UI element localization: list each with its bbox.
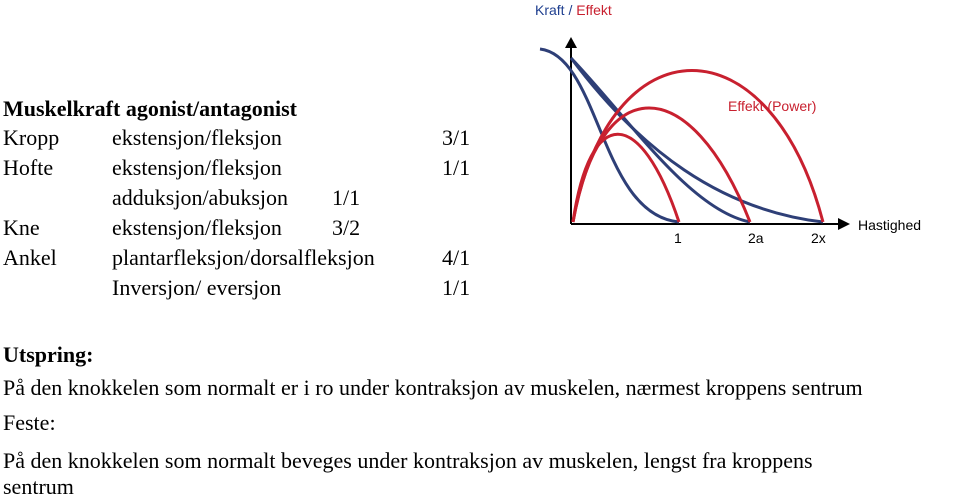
insertion-text-line2: sentrum: [3, 474, 74, 499]
row-movement: ekstensjon/fleksjon: [112, 215, 282, 240]
origin-text: På den knokkelen som normalt er i ro under kontraksjon av muskelen, nærmest kroppens sentrum: [3, 375, 863, 400]
row-ratio: 1/1: [332, 185, 361, 210]
muscle-ratio-heading: Muskelkraft agonist/antagonist: [3, 96, 297, 121]
x-tick-label: 2a: [748, 230, 764, 246]
x-axis-arrow: [838, 218, 850, 230]
graph-title: [535, 2, 612, 18]
row-movement: plantarfleksjon/dorsalfleksjon: [112, 245, 375, 270]
x-tick-label: 2x: [811, 230, 826, 246]
power-curve-2x: [573, 71, 823, 223]
row-joint: Ankel: [3, 245, 57, 270]
x-tick-label: 1: [674, 230, 682, 246]
force-curve-2x: [571, 58, 823, 222]
row-ratio: 1/1: [442, 275, 471, 300]
row-movement: ekstensjon/fleksjon: [112, 125, 282, 150]
power-curve-1: [573, 134, 679, 222]
row-movement: ekstensjon/fleksjon: [112, 155, 282, 180]
insertion-heading: Feste:: [3, 410, 56, 435]
effekt-label: Effekt (Power): [728, 98, 817, 114]
row-ratio: 1/1: [442, 155, 471, 180]
graph-title-separator: /: [564, 2, 577, 18]
row-ratio: 4/1: [442, 245, 471, 270]
graph-title-kraft: Kraft: [535, 2, 565, 18]
row-ratio: 3/1: [442, 125, 471, 150]
graph-title-effekt: Effekt: [576, 2, 612, 18]
origin-heading: Utspring:: [3, 342, 94, 367]
insertion-text-line1: På den knokkelen som normalt beveges under kontraksjon av muskelen, lengst fra kroppens: [3, 448, 813, 473]
row-joint: Hofte: [3, 155, 54, 180]
row-joint: Kropp: [3, 125, 60, 150]
row-joint: Kne: [3, 215, 40, 240]
row-movement: Inversjon/ eversjon: [112, 275, 282, 300]
row-movement: adduksjon/abuksjon: [112, 185, 288, 210]
row-ratio: 3/2: [332, 215, 361, 240]
y-axis-arrow: [565, 37, 577, 48]
x-axis-label: Hastighed: [858, 217, 922, 233]
